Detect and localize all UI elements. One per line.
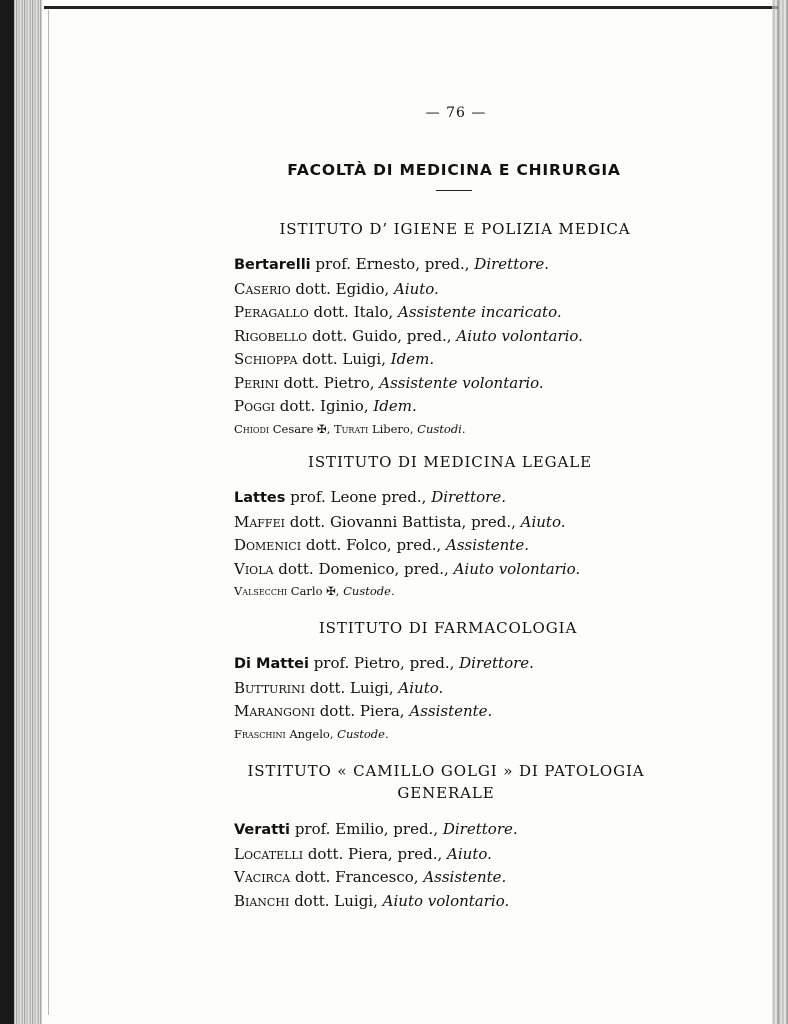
staff-entry: Schioppa dott. Luigi, Idem. (234, 350, 435, 368)
page-number: — 76 — (425, 105, 487, 121)
staff-entry: Bertarelli prof. Ernesto, pred., Direttore. (234, 255, 550, 273)
institute-staff-patologia-generale (234, 818, 674, 913)
staff-entry: Domenici dott. Folco, pred., Assistente. (234, 536, 529, 554)
title-rule (436, 190, 472, 191)
staff-entry: Locatelli dott. Piera, pred., Aiuto. (234, 844, 492, 863)
staff-entry: Lattes prof. Leone pred., Direttore. (234, 488, 506, 506)
custodian-entry: Fraschini Angelo, Custode. (234, 726, 389, 741)
institute-staff-igiene (234, 253, 674, 439)
page-stack-edge (772, 0, 788, 1024)
binding-shadow (0, 0, 14, 1024)
staff-entry: Veratti prof. Emilio, pred., Direttore. (234, 820, 518, 838)
staff-entry: Poggi dott. Iginio, Idem. (234, 397, 417, 415)
heading-line: ISTITUTO « CAMILLO GOLGI » DI PATOLOGIA (247, 762, 645, 780)
staff-entry: Bianchi dott. Luigi, Aiuto volontario. (234, 891, 510, 910)
institute-heading-igiene: ISTITUTO D’ IGIENE E POLIZIA MEDICA (279, 220, 631, 238)
staff-entry: Di Mattei prof. Pietro, pred., Direttore. (234, 654, 534, 672)
staff-entry: Viola dott. Domenico, pred., Aiuto volontario. (234, 559, 581, 578)
staff-entry: Peragallo dott. Italo, Assistente incaricato. (234, 303, 562, 321)
custodian-entry: Chiodi Cesare ✠, Turati Libero, Custodi. (234, 421, 466, 436)
institute-staff-medicina-legale (234, 486, 674, 601)
staff-entry: Butturini dott. Luigi, Aiuto. (234, 678, 444, 697)
custodian-entry: Valsecchi Carlo ✠, Custode. (234, 584, 395, 598)
institute-heading-patologia-generale (236, 760, 656, 804)
top-edge-rule (44, 6, 778, 9)
institute-staff-farmacologia (234, 652, 674, 744)
institute-heading-medicina-legale: ISTITUTO DI MEDICINA LEGALE (308, 453, 592, 471)
staff-entry: Rigobello dott. Guido, pred., Aiuto volontario. (234, 326, 583, 345)
institute-heading-farmacologia: ISTITUTO DI FARMACOLOGIA (318, 619, 578, 637)
faculty-title: FACOLTÀ DI MEDICINA E CHIRURGIA (287, 161, 621, 179)
heading-line: GENERALE (397, 784, 495, 802)
staff-entry: Marangoni dott. Piera, Assistente. (234, 702, 493, 720)
staff-entry: Maffei dott. Giovanni Battista, pred., Aiuto. (234, 512, 566, 531)
staff-entry: Perini dott. Pietro, Assistente volontario. (234, 373, 544, 392)
staff-entry: Caserio dott. Egidio, Aiuto. (234, 279, 439, 298)
staff-entry: Vacirca dott. Francesco, Assistente. (234, 868, 507, 886)
